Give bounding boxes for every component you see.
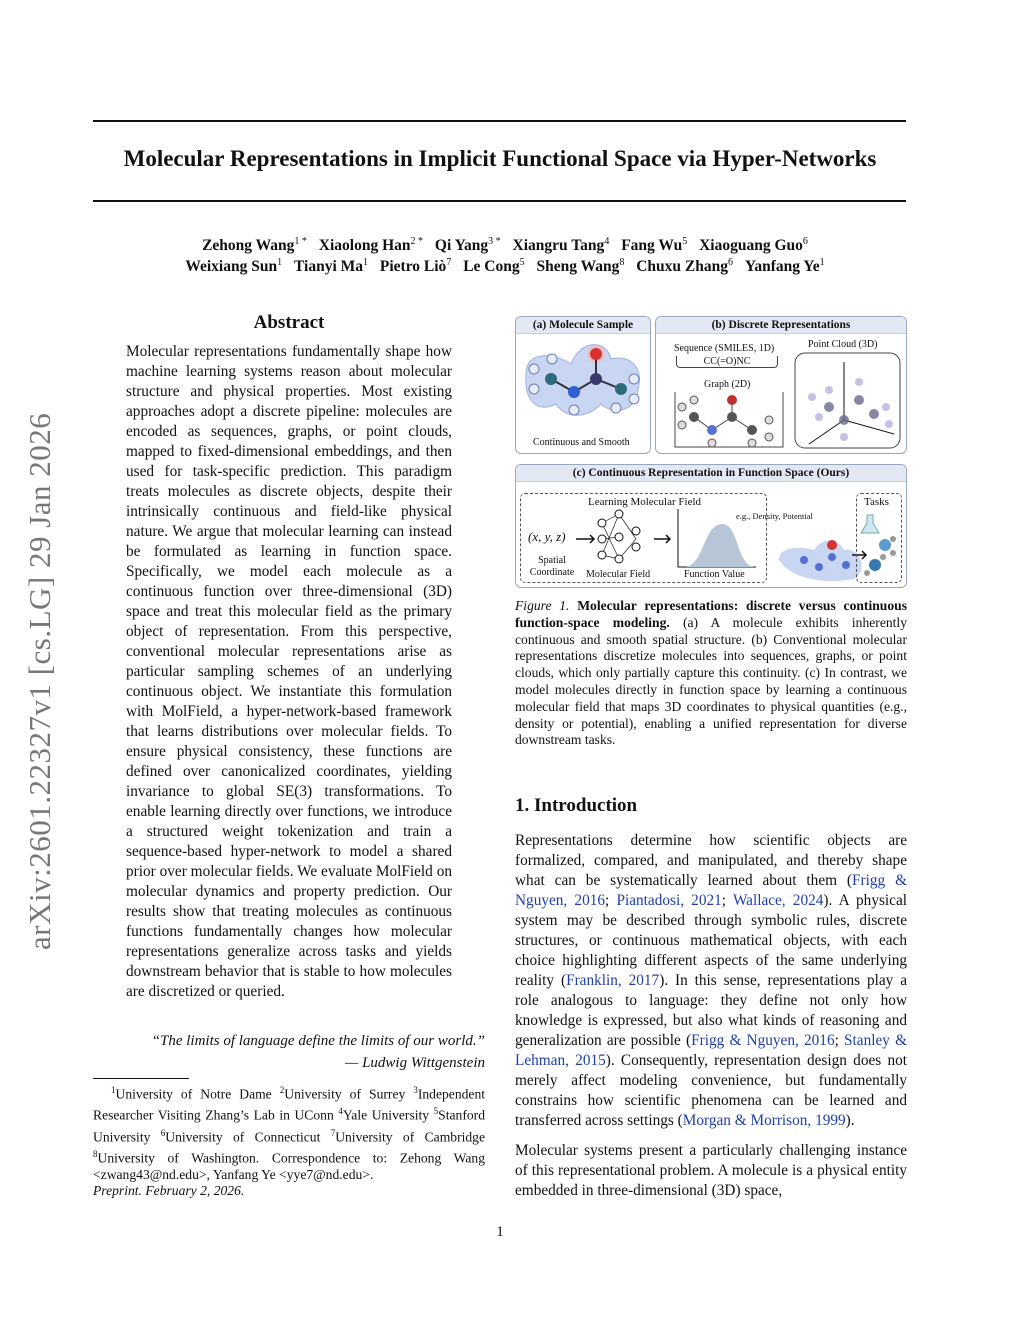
quote-author: — Ludwig Wittgenstein <box>344 1055 485 1071</box>
intro-text: ). A physical system may be described through symbolic rules, discrete structures, or continuous mathematical objects, with each choice highlighting different aspects of the same underlying reality ( <box>515 892 907 989</box>
intro-text: Molecular systems present a particularly challenging instance of this representational problem. A molecule is a physical entity embedded in three-dimensional (3D) space, <box>515 1142 907 1199</box>
title-rule <box>93 200 906 202</box>
molecular-field-label: Molecular Field <box>586 569 651 580</box>
author-affiliation: 1 * <box>294 236 307 247</box>
introduction-body <box>515 831 907 1211</box>
citation-link[interactable]: Piantadosi, 2021 <box>616 892 722 909</box>
intro-text: ; <box>605 892 617 909</box>
point-cloud-label: Point Cloud (3D) <box>808 339 878 350</box>
panel-a <box>515 316 651 454</box>
learning-field-label: Learning Molecular Field <box>588 496 702 508</box>
author <box>513 237 610 254</box>
intro-text: ). In this sense, representations play a role analogous to language: they define not only how knowledge is expressed, but also what kinds of reasoning and generalization are possible ( <box>515 972 907 1049</box>
affiliations-footnote <box>93 1082 485 1184</box>
author <box>463 258 524 275</box>
citation-link[interactable]: Stanley & Lehman, 2015 <box>515 1032 908 1069</box>
author-name: Weixiang Sun <box>185 258 278 276</box>
quote-text: “The limits of language define the limits of our world.” <box>151 1033 485 1049</box>
intro-text: ). <box>845 1112 855 1129</box>
author-name: Xiaoguang Guo <box>699 237 803 255</box>
intro-paragraph <box>515 831 907 1131</box>
author <box>745 258 825 275</box>
author-affiliation: 7 <box>446 257 452 268</box>
tasks-label: Tasks <box>864 496 889 508</box>
affiliation-number: 5 <box>433 1106 439 1117</box>
preprint-date: Preprint. February 2, 2026. <box>93 1183 245 1198</box>
intro-text: ; <box>834 1032 845 1049</box>
panel-b <box>655 316 907 454</box>
paper-title: Molecular Representations in Implicit Functional Space via Hyper-Networks <box>123 146 877 171</box>
affiliation-text: University of Connecticut <box>165 1129 331 1145</box>
molecule-graph-icon <box>674 392 784 450</box>
citation-link[interactable]: Franklin, 2017 <box>566 972 660 989</box>
affiliation-text: University of Washington. Correspondence to: Zehong Wang <zwang43@nd.edu>, Yanfang Ye <yye7@nd.edu>. <box>93 1150 485 1183</box>
intro-paragraph <box>515 1141 907 1201</box>
function-value-label: Function Value <box>684 569 745 580</box>
panel-a-title: (a) Molecule Sample <box>516 317 650 334</box>
page-number: 1 <box>496 1224 504 1240</box>
arxiv-identifier[interactable]: arXiv:2601.22327v1 [cs.LG] 29 Jan 2026 <box>22 412 57 950</box>
author-affiliation: 1 <box>277 257 283 268</box>
citation-link[interactable]: Morgan & Morrison, 1999 <box>682 1112 846 1129</box>
introduction-heading: 1. Introduction <box>515 795 638 816</box>
affiliation-text: University of Notre Dame <box>115 1086 280 1102</box>
affiliation-number: 6 <box>160 1127 166 1138</box>
figure-1 <box>515 316 907 588</box>
abstract-heading: Abstract <box>253 312 325 333</box>
affiliation-number: 8 <box>93 1148 98 1159</box>
point-cloud-icon <box>794 352 902 450</box>
author <box>294 258 368 275</box>
author-affiliation: 5 <box>519 257 525 268</box>
panel-a-caption: Continuous and Smooth <box>533 437 630 448</box>
figure-caption <box>515 598 907 749</box>
authors-line-2 <box>0 257 1010 276</box>
affiliation-number: 4 <box>338 1106 343 1117</box>
author-name: Sheng Wang <box>536 258 620 276</box>
author-name: Xiaolong Han <box>318 237 411 255</box>
author-name: Qi Yang <box>434 237 489 255</box>
author-affiliation: 8 <box>619 257 625 268</box>
author <box>699 237 808 254</box>
author-affiliation: 6 <box>802 236 808 247</box>
author-name: Le Cong <box>463 258 520 276</box>
author <box>380 258 451 275</box>
author-affiliation: 1 <box>363 257 368 268</box>
panel-c-title: (c) Continuous Representation in Function Space (Ours) <box>516 465 906 482</box>
affiliation-text: Stanford University <box>93 1107 485 1145</box>
author-affiliation: 2 * <box>410 236 424 247</box>
author-affiliation: 5 <box>682 236 688 247</box>
footnote-rule <box>93 1078 189 1079</box>
author-name: Chuxu Zhang <box>636 258 728 276</box>
author-name: Pietro Liò <box>379 258 447 276</box>
author <box>319 237 423 254</box>
author <box>185 258 282 275</box>
smiles-string: CC(=O)NC <box>676 356 778 368</box>
graph-label: Graph (2D) <box>704 379 751 390</box>
author <box>435 237 501 254</box>
affiliation-text: Yale University <box>342 1107 434 1123</box>
abstract-text: Molecular representations fundamentally shape how machine learning systems reason about molecular structure and physical properties. Most existing approaches adopt a discrete pipeline: molecules are encoded as sequences, graphs, or point clouds, mapped to fixed-dimensional embeddings, and then used for task-specific prediction. This paradigm treats molecules as discrete objects, despite their intrinsically continuous and field-like physical nature. We argue that molecular learning can instead be formulated as learning in function space. Specifically, we model each molecule as a continuous function over three-dimensional (3D) space and treat this molecular field as the primary object of representation. From this perspective, conventional molecular representations arise as particular sampling schemes of an underlying continuous object. We instantiate this formulation with MolField, a hyper-network-based framework that learns distributions over molecular fields. To ensure physical consistency, these functions are defined over canonicalized coordinates, yielding invariance to global SE(3) transformations. To enable learning directly over functions, we introduce a structured weight tokenization and train a sequence-based hyper-network to model a shared prior over molecular fields. We evaluate MolField on molecular dynamics and property prediction. Our results show that treating molecules as continuous functions fundamentally changes how molecular representations generalize across tasks and yields downstream behavior that is stable to how molecules are discretized or queried. <box>126 343 452 1000</box>
author-name: Tianyi Ma <box>293 258 363 276</box>
author-affiliation: 3 * <box>488 236 501 247</box>
author <box>621 237 687 254</box>
affiliation-text: University of Surrey <box>284 1086 414 1102</box>
author-name: Fang Wu <box>621 237 683 255</box>
author-name: Xiangru Tang <box>512 237 605 255</box>
author <box>202 237 307 254</box>
affiliation-number: 2 <box>279 1085 285 1095</box>
affiliation-number: 1 <box>111 1085 116 1095</box>
citation-link[interactable]: Wallace, 2024 <box>732 892 824 909</box>
figure-label: Figure 1. <box>515 598 570 613</box>
author-affiliation: 4 <box>604 236 610 247</box>
affiliation-number: 3 <box>413 1085 418 1095</box>
author-affiliation: 6 <box>727 257 733 268</box>
sequence-label: Sequence (SMILES, 1D) <box>674 343 775 354</box>
author <box>636 258 733 275</box>
author-name: Yanfang Ye <box>744 258 820 276</box>
affiliation-text: Independent Researcher Visiting Zhang’s Lab in UConn <box>93 1086 486 1123</box>
epigraph <box>100 1030 485 1074</box>
coordinate-input: (x, y, z) <box>528 529 566 544</box>
author-name: Zehong Wang <box>202 237 295 255</box>
citation-link[interactable]: Frigg & Nguyen, 2016 <box>515 872 907 909</box>
authors-line-1 <box>0 236 1010 255</box>
citation-link[interactable]: Frigg & Nguyen, 2016 <box>691 1032 835 1049</box>
spatial-coordinate-label: Spatial Coordinate <box>529 555 575 578</box>
caption-text: (a) A molecule exhibits inherently continuous and smooth spatial structure. (b) Conventional molecular representations discretize molecules into sequences, graphs, or point clouds, which only partially capture this continuity. (c) In contrast, we model molecules directly in function space by learning a continuous molecular field that maps 3D coordinates to physical quantities (e.g., density or potential), enabling a unified representation for diverse downstream tasks. <box>515 614 907 748</box>
intro-text: ). Consequently, representation design does not merely affect modeling convenience, but fundamentally constrains how scientific phenomena can be learned and transferred across settings ( <box>515 1052 907 1129</box>
top-rule <box>93 120 906 122</box>
affiliation-number: 7 <box>330 1127 336 1138</box>
molecule-sample-icon <box>516 334 650 424</box>
caption-title: Molecular representations: discrete versus continuous function-space modeling. <box>515 598 907 630</box>
author-affiliation: 1 <box>819 257 825 268</box>
tasks-icons <box>859 511 899 579</box>
panel-b-title: (b) Discrete Representations <box>656 317 906 334</box>
intro-text: Representations determine how scientific objects are formalized, compared, and manipulated, and thereby shape what can be systematically learned about them ( <box>515 832 907 889</box>
panel-c <box>515 464 907 588</box>
intro-text: ; <box>721 892 733 909</box>
author <box>536 258 624 275</box>
affiliation-text: University of Cambridge <box>335 1129 485 1145</box>
density-potential-annotation: e.g., Density, Potential <box>736 511 813 521</box>
